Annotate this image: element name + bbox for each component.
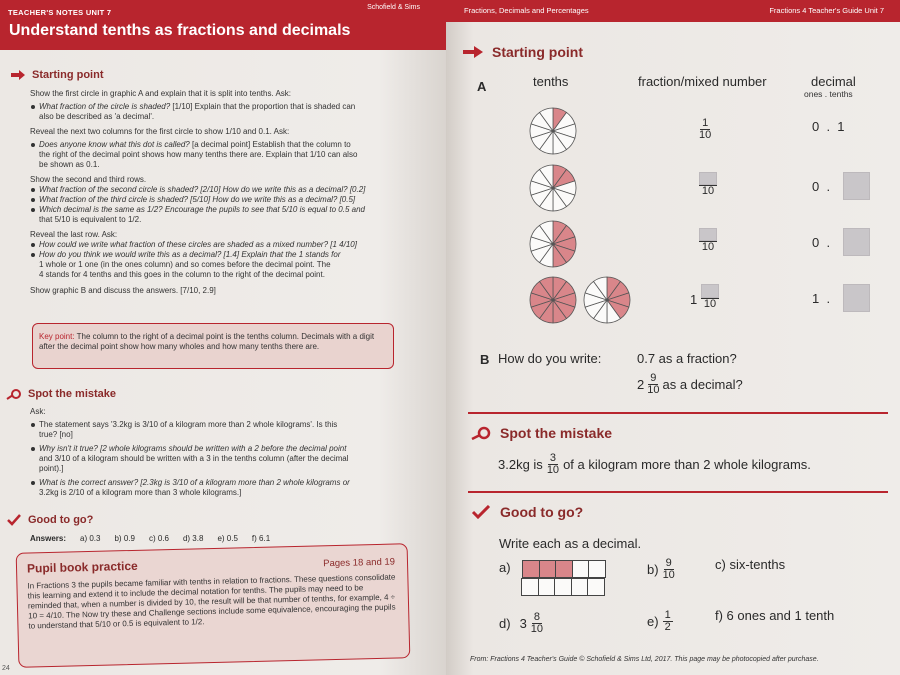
ws-good-heading [470,504,583,520]
ws-spot-label: Spot the mistake [500,425,613,441]
answer-box[interactable] [699,228,717,241]
tenth-cell [554,578,572,596]
graphic-b-label: B [480,352,490,367]
note-bullet [30,420,400,430]
right-header-guide: Fractions 4 Teacher's Guide Unit 7 [769,6,884,15]
key-point-text: The column to the right of a decimal point is the tenths column. Decimals with a digit after the decimal point show how many wholes and how many tenths there are. [39,332,375,351]
pupil-book-heading: Pupil book practice [26,558,138,576]
note-line: the right of the decimal point shows how many tenths there are. Explain that 1/10 can also [39,150,358,159]
dec-tenth: 1 [837,119,845,134]
row2-decimal: 0 . [812,179,831,194]
col-header-tenths: tenths [533,74,569,89]
note-line: be shown as 0.1. [39,160,100,169]
note-line: Show the second and third rows. [30,175,147,184]
good-to-go-label: Good to go? [28,514,94,526]
answer-box[interactable] [843,172,870,200]
tenth-cell [522,560,540,578]
note-line: Show graphic B and discuss the answers. [7/10, 2.9] [30,286,216,295]
note-question: Which decimal is the same as 1/2? Encourage the pupils to see that 5/10 is equal to 0.5 and [39,205,365,214]
col-header-decimal-sub: ones . tenths [804,89,853,99]
tenth-cell [521,578,539,596]
graphic-a-label: A [477,79,487,94]
dec-whole: 0 [812,179,820,194]
ws-good-label: Good to go? [500,504,584,520]
divider [468,412,888,414]
question-e [647,610,674,633]
tenths-circle [530,165,576,211]
note-bullet [30,195,400,205]
note-line: that 5/10 is equivalent to 1/2. [39,215,142,224]
tick-icon [470,505,492,519]
left-page [0,0,446,675]
answer-item: c) 0.6 [148,534,169,543]
note-question: Why isn't it true? [2 whole kilograms should be written with a 2 before the decimal point [39,444,347,453]
starting-point-heading [10,69,104,81]
frac-den: 10 [546,464,560,476]
page-title: Understand tenths as fractions and decimals [9,22,351,39]
magnifier-icon [6,388,22,400]
answers-label: Answers: [30,534,67,543]
answer-item: b) 0.9 [114,534,135,543]
unit-label: TEACHER'S NOTES UNIT 7 [8,8,112,17]
magnifier-icon [470,426,492,440]
arrow-icon [10,69,26,81]
question-d [499,612,544,635]
tenths-circle [530,221,576,267]
note-question: What fraction of the second circle is shaded? [2/10] How do we write this as a decimal? [0.2] [39,185,366,194]
key-point-label: Key point: [39,332,75,341]
ws-starting-heading [462,44,583,60]
frac-den: 10 [699,129,712,141]
pupil-book-practice-box [16,543,411,668]
note-line: point).] [39,464,64,473]
row4-whole: 1 [690,292,698,307]
mixed-whole: 3 [519,616,527,631]
tenths-circles [520,102,650,332]
note-bullet [30,102,400,112]
frac-num: 1 [664,609,671,621]
frac-den: 10 [647,384,660,396]
graphic-b-item1: 0.7 as a fraction? [637,351,737,366]
answer-item: e) 0.5 [217,534,238,543]
starting-notes [30,89,400,296]
graphic-b-item2 [637,373,743,396]
graphic-b-question: How do you write: [498,351,602,366]
frac-num: 9 [665,557,672,569]
note-line: Reveal the next two columns for the first circle to show 1/10 and 0.1. Ask: [30,127,290,136]
frac-num: 1 [702,117,709,129]
note-bullet [30,185,400,195]
note-line: true? [no] [39,430,73,439]
spot-notes [30,407,400,498]
tenths-circle [530,108,576,154]
note-line: 1 whole or 1 one (in the ones column) and so comes before the decimal point. The [39,260,331,269]
note-question: How could we write what fraction of these circles are shaded as a mixed number? [1 4/10] [39,240,357,249]
dec-whole: 1 [812,291,820,306]
tenth-cell [539,560,557,578]
row4-decimal: 1 . [812,291,831,306]
row4-fraction[interactable] [700,284,720,310]
spot-mistake-label: Spot the mistake [28,388,117,400]
note-answer: [a decimal point] Establish that the column to [192,140,351,149]
answer-box[interactable] [843,284,870,312]
note-line: and 3/10 of a kilogram should be written with a 3 in the tenths column (after the decimal [39,454,349,463]
note-line: also be described as 'a decimal'. [39,112,155,121]
note-question: Does anyone know what this dot is called? [39,140,190,149]
tenth-cell [587,578,605,596]
tenth-cell [572,560,590,578]
tenths-circle [584,277,630,323]
note-line: 3.2kg is 2/10 of a kilogram more than 3 whole kilograms.] [39,488,242,497]
good-to-go-heading [6,514,93,526]
note-line: Show the first circle in graphic A and explain that it is split into tenths. Ask: [30,89,292,98]
note-bullet [30,205,400,215]
question-d-label: d) [499,616,511,631]
frac-den: 10 [701,185,715,197]
frac-num: 9 [650,372,657,384]
question-a-label: a) [499,560,511,575]
note-question: What fraction of the third circle is shaded? [5/10] How do we write this as a decimal? [0.5] [39,195,356,204]
tenth-cell [538,578,556,596]
question-e-label: e) [647,614,659,629]
note-bullet [30,250,400,260]
ws-spot-heading [470,425,612,441]
note-bullet [30,240,400,250]
col-header-decimal: decimal [811,74,856,89]
frac-den: 10 [530,623,544,635]
arrow-icon [462,45,484,59]
frac-den: 10 [662,569,675,581]
answer-box[interactable] [843,228,870,256]
question-f: f) 6 ones and 1 tenth [715,608,835,623]
row2-fraction[interactable] [698,172,718,197]
good-instruction: Write each as a decimal. [499,536,642,551]
frac-num: 3 [549,452,556,464]
tenth-cell [555,560,573,578]
note-bullet [30,478,400,488]
note-text: The statement says '3.2kg is 3/10 of a kilogram more than 2 whole kilograms'. Is this [39,420,338,429]
right-header-bar [446,0,900,22]
frac-den: 10 [703,298,717,310]
divider [468,491,888,493]
pupil-book-text: In Fractions 3 the pupils became familiar with tenths in relation to fractions. These questions consolidate this learning and extend it to include the decimal notation for tenths. The pupils may need to be reminded that, when a number is divided by 10, the result will be that number of tenths, for example, 4 ÷ 10 = 4/10. The Now try these and Challenge sections include some equivalence, encouraging the pupils to understand that 5/10 or 0.5 is equivalent to 1/2. [27,572,396,631]
note-answer: [1/10] Explain that the proportion that is shaded can [172,102,356,111]
question-b-label: b) [647,562,659,577]
row3-fraction[interactable] [698,228,718,253]
answer-item: f) 6.1 [251,534,271,543]
dec-whole: 0 [812,235,820,250]
spot-pre: 3.2kg is [498,457,543,472]
tenths-circle [530,277,576,323]
mixed-text: as a decimal? [662,377,743,392]
key-point-box [32,323,394,369]
starting-point-label: Starting point [32,69,104,81]
pupil-book-pages: Pages 18 and 19 [323,556,396,570]
row1-fraction [698,118,712,141]
answer-item: a) 0.3 [80,534,101,543]
tick-icon [6,514,22,526]
frac-num: 8 [533,611,540,623]
note-line: 4 stands for 4 tenths and this goes in the column to the right of the decimal point. [39,270,325,279]
answer-box[interactable] [699,172,717,185]
page-number: 24 [2,665,10,672]
col-header-fraction: fraction/mixed number [638,74,767,89]
note-question: How do you think we would write this as a decimal? [1.4] Explain that the 1 stands for [39,250,341,259]
publisher-label: Schofield & Sims [367,4,420,11]
copyright-footer: From: Fractions 4 Teacher's Guide © Schofield & Sims Ltd, 2017. This page may be photocopied after purchase. [470,656,819,663]
spot-post: of a kilogram more than 2 whole kilograms. [563,457,811,472]
note-question: What fraction of the circle is shaded? [39,102,171,111]
note-line: Reveal the last row. Ask: [30,230,118,239]
answer-box[interactable] [701,284,719,298]
tenth-cell [588,560,606,578]
ws-starting-label: Starting point [492,44,583,60]
left-header-bar [0,0,446,50]
mixed-whole: 2 [637,377,645,392]
frac-den: 2 [664,621,671,633]
note-bullet [30,140,400,150]
question-b [647,558,676,581]
note-line: Ask: [30,407,46,416]
note-bullet [30,444,400,454]
question-c: c) six-tenths [715,557,786,572]
tenths-bar [522,560,610,596]
spot-statement [498,453,811,476]
dec-whole: 0 [812,119,820,134]
row3-decimal: 0 . [812,235,831,250]
answers-row [30,534,270,543]
spot-mistake-heading [6,388,116,400]
frac-den: 10 [701,241,715,253]
answer-item: d) 3.8 [182,534,204,543]
tenth-cell [571,578,589,596]
right-header-topic: Fractions, Decimals and Percentages [464,6,589,15]
row1-decimal: 0 . 1 [812,119,845,134]
note-question: What is the correct answer? [2.3kg is 3/10 of a kilogram more than 2 whole kilograms or [39,478,350,487]
